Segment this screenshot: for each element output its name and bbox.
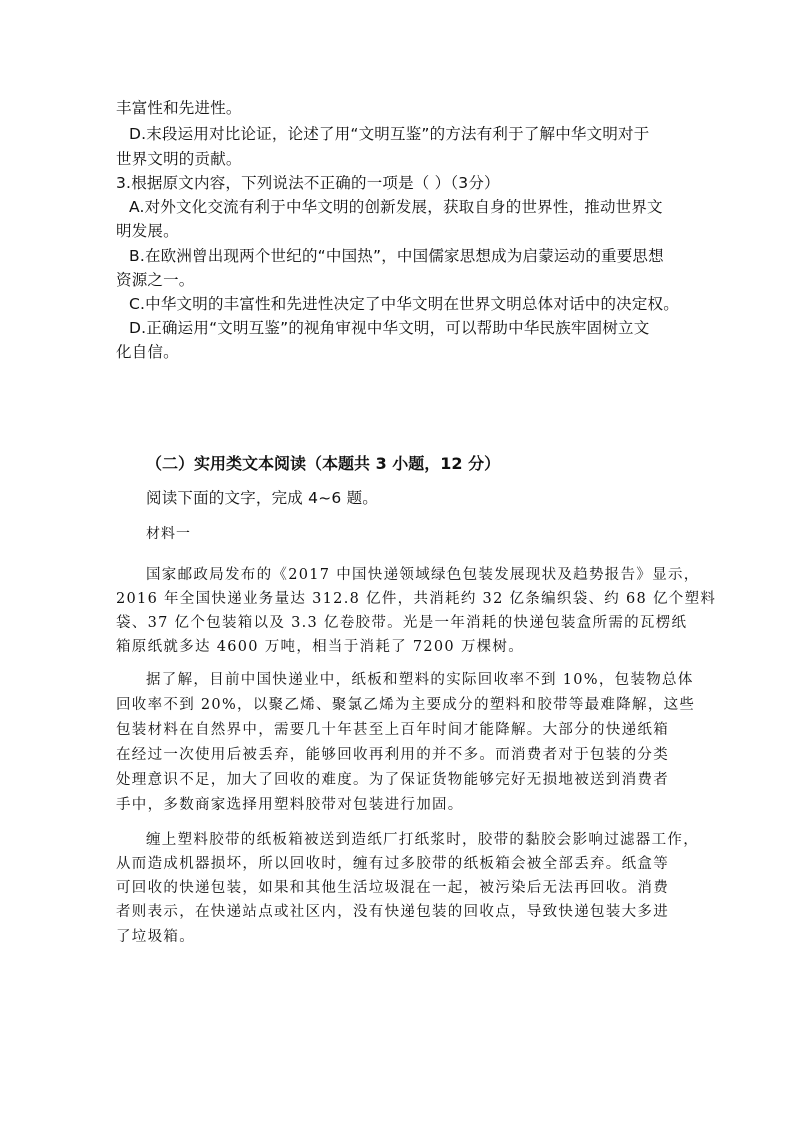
p1-line: 2016 年全国快递业务量达 312.8 亿件，共消耗约 32 亿条编织袋、约 68 亿个塑料 (116, 591, 717, 607)
section-heading: （二）实用类文本阅读（本题共 3 小题，12 分） (146, 454, 501, 473)
p3-line: 者则表示，在快递站点或社区内，没有快递包装的回收点，导致快递包装大多进 (116, 904, 669, 920)
q3-stem: 3.根据原文内容，下列说法不正确的一项是（ ）（3分） (116, 174, 500, 192)
q3-option-a-line1: A.对外文化交流有利于中华文明的创新发展，获取自身的世界性，推动世界文 (129, 198, 663, 216)
p2-line: 手中，多数商家选择用塑料胶带对包装进行加固。 (116, 797, 464, 813)
p2-line: 在经过一次使用后被丢弃，能够回收再利用的并不多。而消费者对于包装的分类 (116, 747, 669, 763)
p2-line: 包装材料在自然界中，需要几十年甚至上百年时间才能降解。大部分的快递纸箱 (116, 722, 669, 738)
p2-line: 据了解，目前中国快递业中，纸板和塑料的实际回收率不到 10%，包装物总体 (146, 672, 694, 688)
q3-option-d-line1: D.正确运用“文明互鉴”的视角审视中华文明，可以帮助中华民族牢固树立文 (129, 319, 650, 337)
p3-line: 从而造成机器损坏，所以回收时，缠有过多胶带的纸板箱会被全部丢弃。纸盒等 (116, 856, 669, 872)
q2-text-line: 丰富性和先进性。 (116, 99, 242, 117)
material-label: 材料一 (146, 526, 191, 542)
p1-line: 袋、37 亿个包装箱以及 3.3 亿卷胶带。光是一年消耗的快递包装盒所需的瓦楞纸 (116, 615, 688, 631)
q3-option-c-line1: C.中华文明的丰富性和先进性决定了中华文明在世界文明总体对话中的决定权。 (129, 295, 679, 313)
q3-option-b-line1: B.在欧洲曾出现两个世纪的“中国热”，中国儒家思想成为启蒙运动的重要思想 (129, 247, 664, 265)
p2-line: 回收率不到 20%，以聚乙烯、聚氯乙烯为主要成分的塑料和胶带等最难降解，这些 (116, 697, 696, 713)
p3-line: 可回收的快递包装，如果和其他生活垃圾混在一起，被污染后无法再回收。消费 (116, 880, 669, 896)
p1-line: 箱原纸就多达 4600 万吨，相当于消耗了 7200 万棵树。 (116, 639, 525, 655)
q3-option-a-line2: 明发展。 (116, 222, 179, 240)
q2-option-d-line2: 世界文明的贡献。 (116, 150, 242, 168)
section-instruction: 阅读下面的文字，完成 4~6 题。 (146, 489, 378, 507)
q3-option-b-line2: 资源之一。 (116, 271, 195, 289)
p3-line: 了垃圾箱。 (116, 929, 195, 945)
q2-option-d-line1: D.末段运用对比论证，论述了用“文明互鉴”的方法有利于了解中华文明对于 (129, 125, 650, 143)
p3-line: 缠上塑料胶带的纸板箱被送到造纸厂打纸浆时，胶带的黏胶会影响过滤器工作， (146, 832, 699, 848)
p2-line: 处理意识不足，加大了回收的难度。为了保证货物能够完好无损地被送到消费者 (116, 772, 669, 788)
p1-line: 国家邮政局发布的《2017 中国快递领域绿色包装发展现状及趋势报告》显示， (146, 567, 700, 583)
q3-option-d-line2: 化自信。 (116, 343, 179, 361)
